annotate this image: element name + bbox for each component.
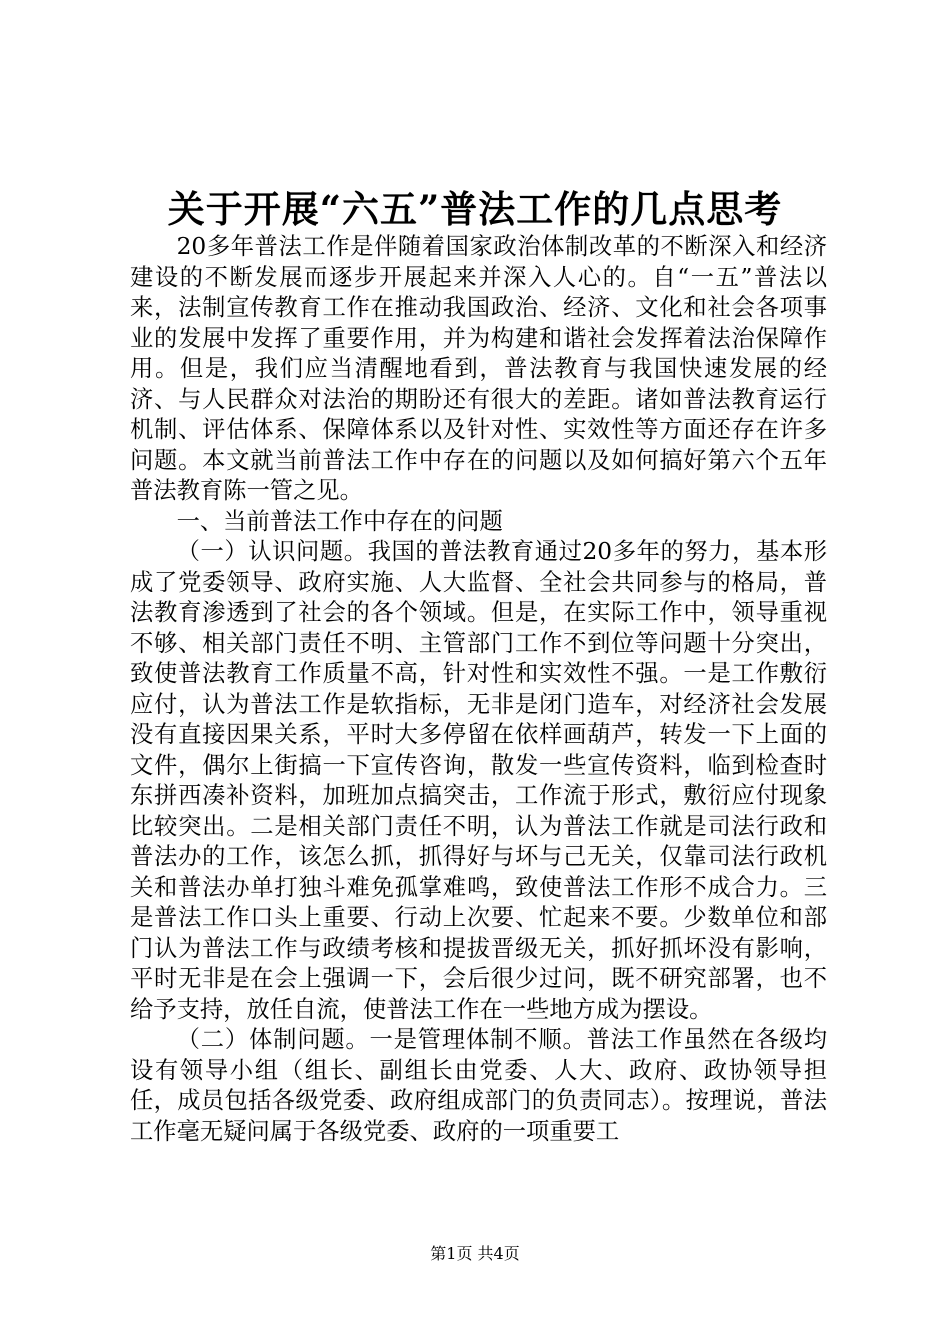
document-title: 关于开展“六五”普法工作的几点思考 [167, 187, 783, 231]
document-body [130, 232, 827, 1147]
page-number-footer: 第1页 共4页 [430, 1244, 520, 1263]
paragraph-intro: 20多年普法工作是伴随着国家政治体制改革的不断深入和经济建设的不断发展而逐步开展起来并深入人心的。自“一五”普法以来，法制宣传教育工作在推动我国政治、经济、文化和社会各项事业的发展中发挥了重要作用，并为构建和谐社会发挥着法治保障作用。但是，我们应当清醒地看到，普法教育与我国快速发展的经济、与人民群众对法治的期盼还有很大的差距。诸如普法教育运行机制、评估体系、保障体系以及针对性、实效性等方面还存在许多问题。本文就当前普法工作中存在的问题以及如何搞好第六个五年普法教育陈一管之见。 [130, 233, 827, 504]
paragraph-system: （二）体制问题。一是管理体制不顺。普法工作虽然在各级均设有领导小组（组长、副组长由党委、人大、政府、政协领导担任，成员包括各级党委、政府组成部门的负责同志）。按理说，普法工作毫无疑问属于各级党委、政府的一项重要工 [130, 1026, 827, 1145]
paragraph-awareness: （一）认识问题。我国的普法教育通过20多年的努力，基本形成了党委领导、政府实施、人大监督、全社会共同参与的格局，普法教育渗透到了社会的各个领域。但是，在实际工作中，领导重视不够、相关部门责任不明、主管部门工作不到位等问题十分突出，致使普法教育工作质量不高，针对性和实效性不强。一是工作敷衍应付，认为普法工作是软指标，无非是闭门造车，对经济社会发展没有直接因果关系，平时大多停留在依样画葫芦，转发一下上面的文件，偶尔上街搞一下宣传咨询，散发一些宣传资料，临到检查时东拼西凑补资料，加班加点搞突击，工作流于形式，敷衍应付现象比较突出。二是相关部门责任不明，认为普法工作就是司法行政和普法办的工作，该怎么抓，抓得好与坏与己无关，仅靠司法行政机关和普法办单打独斗难免孤掌难鸣，致使普法工作形不成合力。三是普法工作口头上重要、行动上次要、忙起来不要。少数单位和部门认为普法工作与政绩考核和提拔晋级无关，抓好抓坏没有影响，平时无非是在会上强调一下，会后很少过问，既不研究部署，也不给予支持，放任自流，使普法工作在一些地方成为摆设。 [130, 538, 827, 1023]
section-heading: 一、当前普法工作中存在的问题 [176, 507, 503, 535]
